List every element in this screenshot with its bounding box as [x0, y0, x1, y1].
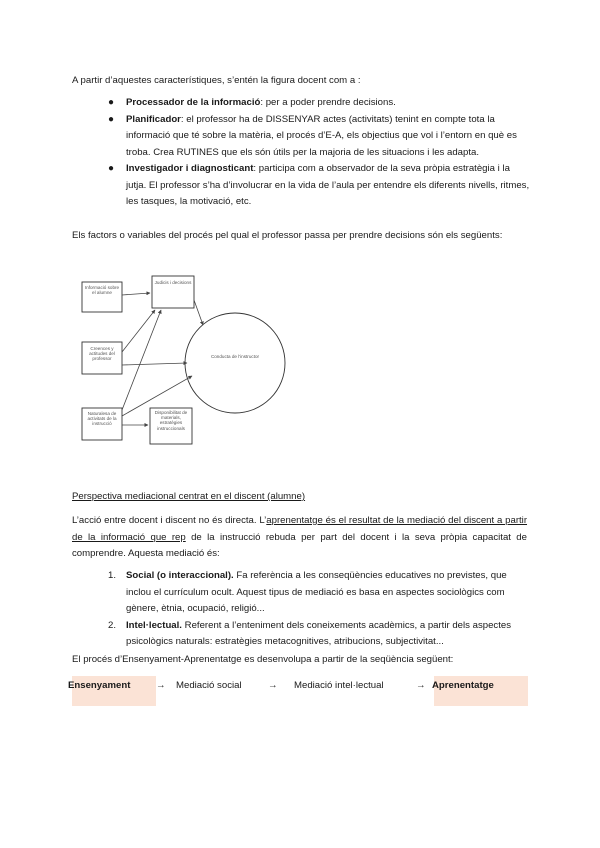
diagram-label-instructor: Conducta de l'instructor [210, 354, 260, 359]
teacher-roles-list [72, 95, 532, 211]
arrow-right-icon: → [156, 680, 166, 691]
role-text: : per a poder prendre decisions. [260, 97, 396, 108]
type-text: Referent a l’enteniment dels coneixements acadèmics, a partir dels aspectes psicològics naturals: estratègies metacognitives, atribucions, subjectivitat... [126, 619, 512, 647]
bullet-icon: ● [108, 97, 115, 108]
item-number: 2. [108, 619, 117, 631]
sequence-step-social: Mediació social [176, 680, 242, 691]
mediation-text-a: L’acció entre docent i discent no és directa. L’ [72, 515, 267, 526]
mediation-paragraph [72, 513, 527, 563]
mediation-text-underlined: aprenentatge és el resultat de la mediació del discent a partir de la informació que rep [72, 515, 528, 543]
diagram-label-judgements: Judicis i decisions [154, 280, 192, 285]
mediation-text-c: de la instrucció rebuda per part del docent i la seva pròpia capacitat de comprendre. Aquesta mediació és: [72, 531, 527, 559]
intro-paragraph: A partir d’aquestes característiques, s’entén la figura docent com a : [72, 75, 361, 86]
sequence-table [68, 676, 528, 706]
diagram-label-beliefs: Creences y actitudes del professor [89, 346, 115, 362]
role-term: Planificador [126, 113, 181, 125]
role-term: Processador de la informació [126, 97, 261, 108]
arrow-right-icon: → [268, 680, 278, 691]
process-paragraph: El procés d’Ensenyament-Aprenentatge es desenvolupa a partir de la seqüència següent: [72, 654, 454, 665]
bullet-icon: ● [108, 163, 115, 174]
bullet-icon: ● [108, 113, 115, 125]
list-item [72, 95, 532, 112]
diagram-label-materials: Disponibilitat de materials, estratègies instruccionals [154, 410, 188, 431]
mediation-types-list [72, 568, 532, 651]
diagram-label-student-info: Informació sobre el alumne [84, 285, 120, 296]
type-term: Intel·lectual. [126, 619, 182, 631]
circle-instructor-behaviour [185, 313, 285, 413]
arrow-right-icon: → [416, 680, 426, 691]
list-item [72, 618, 532, 651]
section-heading: Perspectiva mediacional centrat en el discent (alumne) [72, 491, 306, 502]
list-item [72, 161, 532, 211]
list-item [72, 568, 532, 618]
sequence-step-teaching: Ensenyament [68, 680, 131, 691]
type-term: Social (o interaccional). [126, 570, 234, 581]
type-text: Fa referència a les conseqüències educatives no previstes, que inclou el currículum ocult. Aquest tipus de mediació es basa en aspectes sociològics com gènere, ètnia, ocupació, religió... [126, 570, 507, 614]
factors-paragraph: Els factors o variables del procés pel qual el professor passa per prendre decisions són els següents: [72, 230, 503, 241]
diagram-label-activities: Naturalesa de activitats de la instrucció [87, 411, 117, 427]
decision-diagram [78, 270, 358, 450]
list-item [72, 112, 532, 162]
item-number: 1. [108, 570, 117, 581]
role-text: : el professor ha de DISSENYAR actes (activitats) tenint en compte tota la informació que té sobre la matèria, el procés d’E-A, els objectius que vol i l’entorn en què es troba. Crea RUTINES que els són útils per la majoria de les situacions i les adapta. [126, 113, 517, 158]
sequence-step-learning: Aprenentatge [432, 680, 494, 691]
sequence-step-intellectual: Mediació intel·lectual [294, 680, 384, 691]
role-text: : participa com a observador de la seva pròpia estratègia i la jutja. El professor s’ha d’involucrar en la vida de l’aula per entendre els diferents nivells, ritmes, les tasques, la motivació, etc. [126, 163, 530, 207]
role-term: Investigador i diagnosticant [126, 163, 254, 174]
